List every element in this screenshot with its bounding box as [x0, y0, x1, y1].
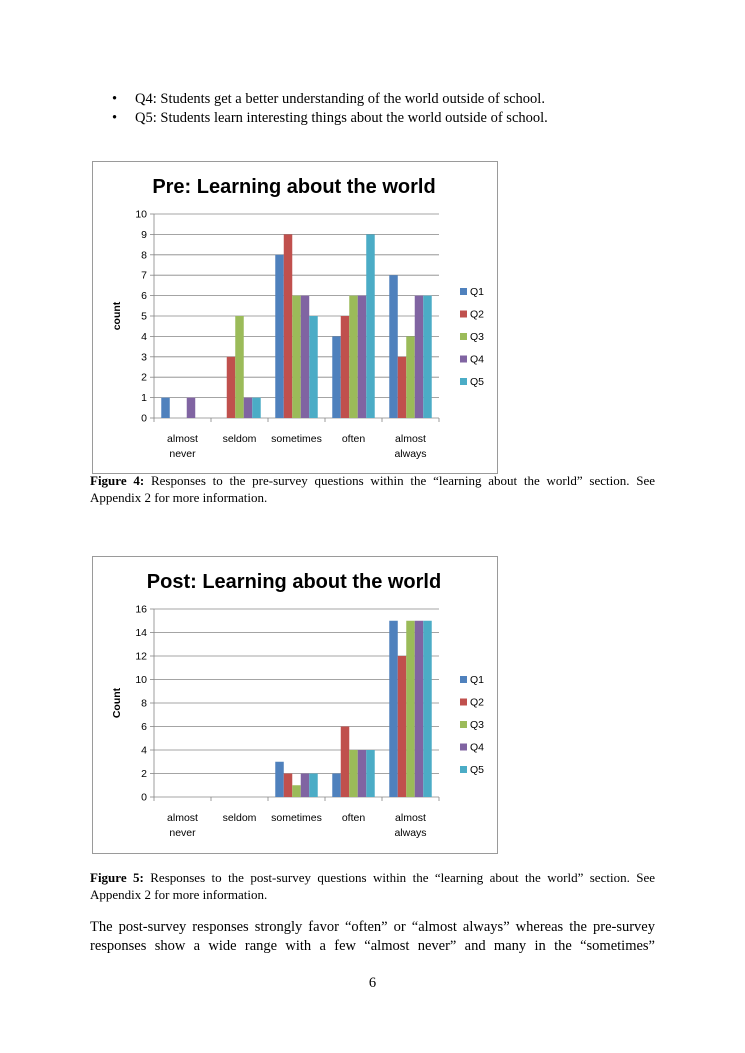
pre-legend-label-q2: Q2 — [470, 308, 485, 321]
pre-bar-q4-4 — [415, 296, 423, 418]
bullet-q4: • Q4: Students get a better understanding of the world outside of school. — [92, 90, 692, 109]
post-bar-q1-2 — [275, 762, 283, 797]
pre-legend-swatch-q1 — [460, 288, 467, 295]
pre-bar-q4-3 — [358, 296, 366, 418]
pre-y-tick-label: 0 — [141, 412, 147, 425]
pre-y-axis-label: count — [111, 301, 123, 331]
pre-x-tick-label: often — [341, 433, 366, 445]
post-x-tick-label: never — [169, 827, 196, 839]
pre-bar-q3-4 — [406, 336, 414, 418]
post-x-tick-label: always — [394, 827, 427, 839]
pre-y-tick-label: 9 — [141, 228, 147, 241]
post-y-axis-label: Count — [111, 687, 123, 719]
pre-y-tick-label: 7 — [141, 269, 147, 282]
pre-legend-label-q3: Q3 — [470, 331, 485, 343]
post-bar-q5-3 — [366, 750, 374, 797]
post-x-tick-label: often — [341, 812, 366, 824]
pre-legend-swatch-q4 — [460, 356, 467, 363]
bullet-q5: • Q5: Students learn interesting things about the world outside of school. — [92, 109, 692, 128]
pre-x-tick-label: never — [169, 448, 196, 460]
pre-bar-q1-4 — [389, 275, 397, 418]
figure-5-text: Responses to the post-survey questions within the “learning about the world” section. See Appendix 2 for more information. — [90, 870, 656, 902]
post-bar-q1-4 — [389, 621, 397, 797]
body-paragraph: The post-survey responses strongly favor “often” or “almost always” whereas the pre-survey responses show a wide range with a few “almost never” and many in the “sometimes” — [90, 919, 655, 954]
pre-x-tick-label: seldom — [222, 433, 257, 445]
pre-bar-q2-4 — [398, 357, 406, 418]
pre-legend-label-q5: Q5 — [470, 376, 485, 388]
pre-bar-q3-1 — [235, 316, 243, 418]
pre-bar-q4-0 — [187, 398, 195, 418]
pre-legend-label-q4: Q4 — [470, 353, 485, 366]
pre-y-tick-label: 2 — [141, 371, 147, 384]
post-bar-q4-4 — [415, 621, 423, 797]
page-number: 6 — [368, 975, 377, 991]
pre-legend-label-q1: Q1 — [470, 286, 485, 298]
post-legend-label-q1: Q1 — [470, 674, 485, 686]
post-y-tick-label: 4 — [141, 744, 147, 757]
pre-y-tick-label: 6 — [141, 290, 147, 303]
post-bar-q3-2 — [292, 785, 300, 797]
post-legend-swatch-q2 — [460, 699, 467, 706]
figure-4-label: Figure 4: — [90, 473, 145, 488]
post-legend-swatch-q3 — [460, 721, 467, 728]
post-bar-q2-4 — [398, 656, 406, 797]
post-legend-label-q4: Q4 — [470, 741, 485, 754]
bullet-list — [92, 90, 692, 128]
post-y-tick-label: 14 — [135, 627, 147, 639]
pre-bar-q5-3 — [366, 234, 374, 418]
post-legend-swatch-q1 — [460, 676, 467, 683]
pre-bar-q3-2 — [292, 296, 300, 418]
post-y-tick-label: 16 — [135, 603, 147, 616]
pre-title: Pre: Learning about the world — [152, 176, 436, 198]
pre-bar-q3-3 — [349, 296, 357, 418]
post-bar-q5-4 — [423, 621, 431, 797]
post-bar-q3-3 — [349, 750, 357, 797]
pre-bar-q1-3 — [332, 336, 340, 418]
pre-survey-chart-svg — [93, 162, 497, 473]
post-bar-q1-3 — [332, 774, 340, 798]
pre-bar-q2-1 — [227, 357, 235, 418]
pre-bar-q4-1 — [244, 398, 252, 418]
post-bar-q2-3 — [341, 727, 349, 798]
post-title: Post: Learning about the world — [146, 571, 442, 593]
pre-y-tick-label: 1 — [141, 392, 147, 405]
pre-legend-swatch-q2 — [460, 311, 467, 318]
pre-bar-q5-4 — [423, 296, 431, 418]
figure-4-caption — [90, 472, 655, 506]
post-y-tick-label: 10 — [135, 674, 147, 686]
post-survey-chart-svg — [93, 557, 497, 853]
post-legend-swatch-q4 — [460, 744, 467, 751]
post-legend-label-q2: Q2 — [470, 696, 485, 709]
pre-bar-q5-1 — [252, 398, 260, 418]
pre-bar-q2-3 — [341, 316, 349, 418]
post-bar-q4-3 — [358, 750, 366, 797]
post-y-tick-label: 2 — [141, 768, 147, 780]
post-bar-q3-4 — [406, 621, 414, 797]
post-survey-chart — [92, 556, 498, 854]
post-legend-swatch-q5 — [460, 766, 467, 773]
pre-survey-chart — [92, 161, 498, 474]
figure-5-label: Figure 5: — [90, 870, 144, 885]
pre-bar-q1-2 — [275, 255, 283, 418]
post-y-tick-label: 12 — [135, 650, 147, 663]
post-y-tick-label: 0 — [141, 791, 147, 804]
pre-legend-swatch-q5 — [460, 378, 467, 385]
post-x-tick-label: sometimes — [271, 812, 322, 824]
pre-x-tick-label: almost — [167, 433, 198, 445]
pre-y-tick-label: 5 — [141, 310, 147, 323]
post-bar-q4-2 — [301, 774, 309, 798]
pre-x-tick-label: sometimes — [271, 433, 322, 445]
figure-4-text: Responses to the pre-survey questions within the “learning about the world” section. See Appendix 2 for more information. — [90, 473, 656, 505]
pre-y-tick-label: 4 — [141, 330, 147, 343]
pre-bar-q1-0 — [161, 398, 169, 418]
pre-y-tick-label: 8 — [141, 249, 147, 262]
pre-y-tick-label: 10 — [135, 208, 147, 221]
post-y-tick-label: 6 — [141, 721, 147, 733]
pre-bar-q5-2 — [309, 316, 317, 418]
post-legend-label-q3: Q3 — [470, 719, 485, 731]
post-bar-q2-2 — [284, 774, 292, 798]
post-bar-q5-2 — [309, 774, 317, 798]
post-x-tick-label: seldom — [222, 812, 257, 824]
post-y-tick-label: 8 — [141, 697, 147, 710]
pre-legend-swatch-q3 — [460, 333, 467, 340]
pre-bar-q2-2 — [284, 234, 292, 418]
post-x-tick-label: almost — [395, 812, 426, 824]
pre-x-tick-label: almost — [395, 433, 426, 445]
pre-bar-q4-2 — [301, 296, 309, 418]
post-x-tick-label: almost — [167, 812, 198, 824]
pre-x-tick-label: always — [394, 448, 427, 460]
pre-y-tick-label: 3 — [141, 351, 147, 364]
figure-5-caption — [90, 869, 655, 903]
post-legend-label-q5: Q5 — [470, 764, 485, 776]
